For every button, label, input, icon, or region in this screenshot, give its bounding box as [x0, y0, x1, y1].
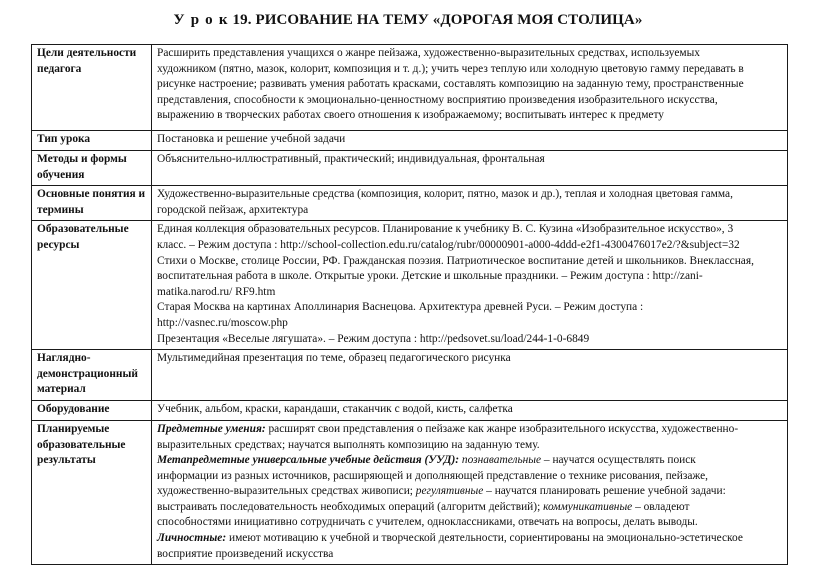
row-results	[32, 420, 788, 564]
row-equipment	[32, 400, 788, 420]
results-line	[157, 422, 783, 438]
results-text: – научатся планировать решение учебной задачи:	[483, 485, 726, 498]
value-resources	[152, 221, 788, 350]
goals-line: художником (пятно, мазок, колорит, композиция и т. д.); учить через теплую или холодную цветовую гамму передавать в	[157, 62, 744, 75]
title-text: 19. РИСОВАНИЕ НА ТЕМУ «ДОРОГАЯ МОЯ СТОЛИЦА»	[232, 12, 643, 28]
goals-line: выражению в творческих работах своего отношения к изображаемому; воспитывать интерес к предмету	[157, 109, 664, 122]
regulatory-label: регулятивные	[415, 485, 484, 498]
results-line: выразительных средствах; научатся выполнять композицию на заданную тему.	[157, 438, 540, 451]
results-line	[157, 500, 783, 516]
value-goals	[152, 45, 788, 131]
resources-line: воспитательная работа в школе. Открытые уроки. Детские и школьные праздники. – Режим доступа : http://zani-	[157, 270, 703, 283]
concepts-line: Художественно-выразительные средства (композиция, колорит, пятно, мазок и др.), теплая и холодная цветовая гамма,	[157, 188, 733, 201]
label-methods: Методы и формы обучения	[32, 151, 152, 186]
resources-line: Единая коллекция образовательных ресурсов. Планирование к учебнику В. С. Кузина «Изобразительное искусство», 3	[157, 223, 734, 236]
cognitive-label: познавательные	[459, 454, 542, 467]
row-resources	[32, 221, 788, 350]
row-concepts	[32, 186, 788, 221]
results-text: художественно-выразительных средствах живописи;	[157, 485, 416, 498]
goals-line: представления, способности к эмоционально-ценностному восприятию произведения изобразительного искусства,	[157, 93, 718, 106]
results-line: способностями инициативно сотрудничать с учителем, одноклассниками, отвечать на вопросы, делать выводы.	[157, 516, 698, 529]
value-results	[152, 420, 788, 564]
resources-line: Старая Москва на картинах Аполлинария Васнецова. Архитектура древней Руси. – Режим доступа :	[157, 301, 644, 314]
meta-uud-heading: Метапредметные универсальные учебные действия (УУД):	[157, 454, 460, 467]
value-equipment: Учебник, альбом, краски, карандаши, стаканчик с водой, кисть, салфетка	[152, 400, 788, 420]
resources-line: matika.narod.ru/ RF9.htm	[157, 285, 276, 298]
label-results: Планируемые образовательные результаты	[32, 420, 152, 564]
results-line: восприятие произведений искусства	[157, 547, 334, 560]
results-text: имеют мотивацию к учебной и творческой деятельности, сориентированы на эмоционально-эстетическое	[226, 532, 743, 545]
label-type: Тип урока	[32, 131, 152, 151]
lesson-plan-table	[31, 44, 788, 565]
results-text: выстраивать последовательность необходимых операций (алгоритм действий);	[157, 500, 544, 513]
value-type: Постановка и решение учебной задачи	[152, 131, 788, 151]
results-text: расширят свои представления о пейзаже как жанре изобразительного искусства, художественно-	[265, 422, 739, 435]
row-goals	[32, 45, 788, 131]
resources-line: класс. – Режим доступа : http://school-collection.edu.ru/catalog/rubr/00000901-a000-4ddd-e2f1-4300476017e2/?&subject=32	[157, 238, 740, 251]
row-visual	[32, 350, 788, 401]
results-line	[157, 531, 783, 547]
concepts-line: городской пейзаж, архитектура	[157, 203, 309, 216]
goals-line: рисунке настроение; развивать умения работать красками, составлять композицию на заданную тему, пространственные	[157, 78, 744, 91]
label-resources: Образовательные ресурсы	[32, 221, 152, 350]
results-line	[157, 453, 783, 469]
results-text: – научатся осуществлять поиск	[541, 454, 696, 467]
results-line	[157, 484, 783, 500]
resources-line: Презентация «Веселые лягушата». – Режим доступа : http://pedsovet.su/load/244-1-0-6849	[157, 332, 590, 345]
row-methods	[32, 151, 788, 186]
label-equipment: Оборудование	[32, 400, 152, 420]
label-visual: Наглядно-демонстрационный материал	[32, 350, 152, 401]
value-visual: Мультимедийная презентация по теме, образец педагогического рисунка	[152, 350, 788, 401]
title-lesson-word: У р о к	[173, 12, 229, 28]
subject-skills-heading: Предметные умения:	[157, 422, 266, 435]
label-goals: Цели деятельности педагога	[32, 45, 152, 131]
resources-line: http://vasnec.ru/moscow.php	[157, 316, 288, 329]
value-methods: Объяснительно-иллюстративный, практический; индивидуальная, фронтальная	[152, 151, 788, 186]
results-line: информации из разных источников, расширяющей и дополняющей представление о технике рисования, пейзаже,	[157, 469, 709, 482]
goals-line: Расширить представления учащихся о жанре пейзажа, художественно-выразительных средствах, используемых	[157, 47, 700, 59]
results-text: – овладеют	[632, 500, 690, 513]
personal-heading: Личностные:	[157, 532, 227, 545]
page-title	[0, 12, 816, 29]
row-type	[32, 131, 788, 151]
resources-line: Стихи о Москве, столице России, РФ. Гражданская поэзия. Патриотическое воспитание детей и школьников. Внеклассная,	[157, 254, 754, 267]
label-concepts: Основные понятия и термины	[32, 186, 152, 221]
communicative-label: коммуникативные	[543, 500, 633, 513]
value-concepts	[152, 186, 788, 221]
